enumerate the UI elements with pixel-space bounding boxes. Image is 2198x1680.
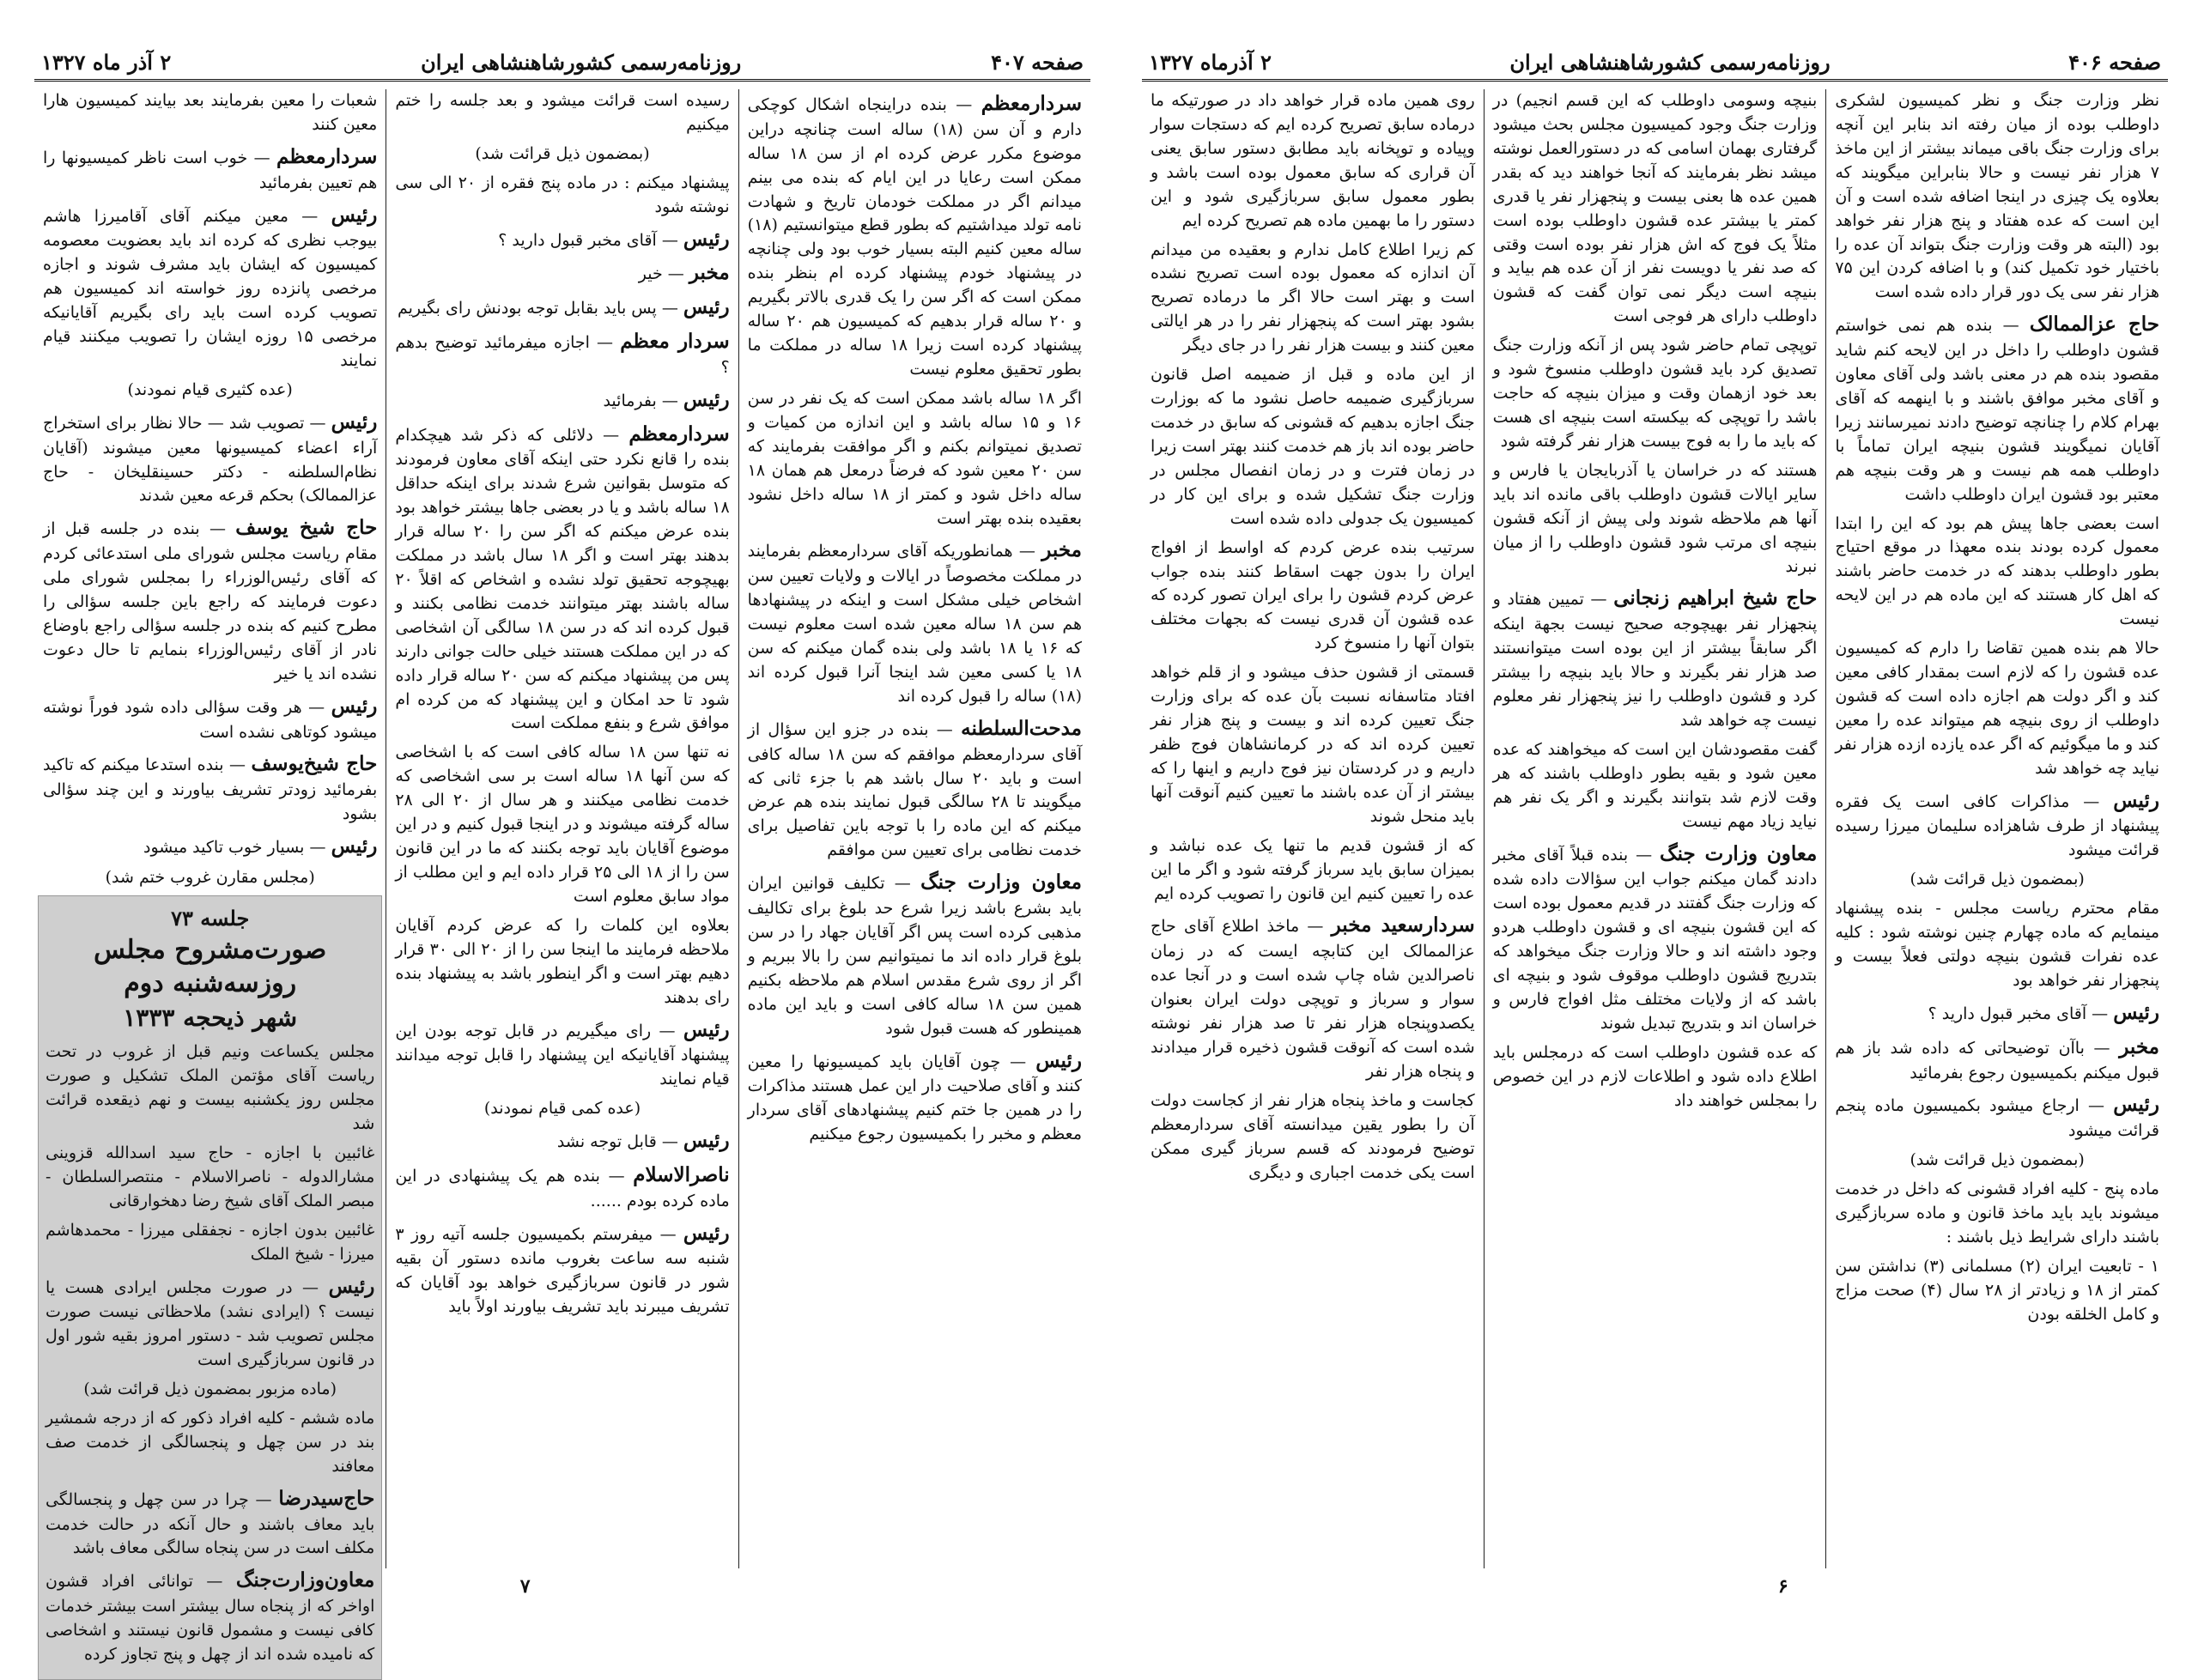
speech-paragraph [1151,239,1475,359]
paragraph-text: — بسیار خوب تاکید میشود [143,838,326,858]
paragraph-text: مجلس یکساعت ونیم قبل از غروب در تحت ریاست آقای مؤتمن الملک تشکیل و صورت مجلس روز یکشنبه بیست و نهم ذیقعده قرائت شد [46,1042,375,1133]
page-number: صفحه ۴۰۷ [991,49,1084,75]
speaker-name: ناصرالاسلام [633,1162,730,1186]
speaker-name: رئیس [331,409,378,434]
speech-paragraph [1493,334,1818,454]
speech-paragraph [395,1126,729,1155]
paragraph-text: — ارجاع میشود بکمیسیون ماده پنجم قرائت میشود [1835,1096,2159,1141]
paragraph-text: ماده ششم - کلیه افراد ذکور که از درجه شمشیر بند در سن چهل و پنجسالگی از خدمت صف معافند [46,1408,375,1476]
parliament-note [46,1378,374,1402]
session-box [38,895,382,1680]
speaker-name: رئیس [683,1017,730,1041]
paragraph-text: روی همین ماده قرار خواهد داد در صورتیکه ما درماده سابق تصریح کرده ایم که دستجات سوار وپیاده و توپخانه باید مطابق دستور سابق یعنی آن قراری که سابق معمول بوده است باشد و بطور معمول سابق سربازگیری شود و این دستور را ما بهمین ماده هم تصریح کرده ایم [1150,91,1475,230]
page-header [1142,45,2168,82]
speaker-name: مدحت‌السلطنه [961,716,1082,740]
paragraph-text: — بنده دراینجاه اشکال کوچکی دارم و آن سن (۱۸) ساله است چنانچه دراین موضوع مکرر عرض کرده ام از سن ۱۸ ساله ممکن است رعایا در این ایام که بنده می بینم میدانم اگر در مملکت خودمان تاریخ و شهادت نامه تولد میداشتیم که بطور قطع میتوانستیم (۱۸) ساله معین کنیم البته بسیار خوب بود ولی چنانچه در پیشنهاد خودم پیشنهاد کرده ام بنظر بنده ممکن است که اگر سن را یک قدری بالاتر بگیریم و ۲۰ ساله قرار بدهیم که کمیسیون هم ۲۰ ساله پیشنهاد کرده است زیرا ۱۸ ساله در مملکت ما بطور تحقیق معلوم نیست [747,95,1082,379]
speaker-name: سردارسعید مخبر [1331,913,1475,937]
speaker-name: سردارمعظم [276,144,378,168]
speech-paragraph [1835,786,2159,864]
speaker-name: رئیس [331,203,378,227]
paragraph-text: کجاست و ماخذ پنجاه هزار نفر از کجاست دولت آن را بطور یقین میدانسته آقای سردارمعظم توضیح فرمودند که قسم سرباز گیری ممکن است یکی خدمت اجباری و دیگری [1150,1090,1475,1182]
speech-paragraph [395,1219,729,1320]
text-column [34,89,386,1665]
page-number: صفحه ۴۰۶ [2068,49,2161,75]
speech-paragraph [1835,897,2159,993]
paragraph-text: (بمضمون ذیل قرائت شد) [475,143,650,163]
parliament-note [1835,1149,2159,1173]
speech-paragraph [1151,834,1475,907]
paragraph-text: — مذاکرات کافی است یک فقره پیشنهاد از طرف شاهزاده سلیمان میرزا رسیده قرائت میشود [1835,791,2159,860]
paragraph-text: نه تنها سن ۱۸ ساله کافی است که با اشخاصی که سن آنها ۱۸ ساله است بر سی اشخاصی که خدمت نظامی میکنند و هر سال از ۲۰ الی ۲۸ ساله گرفته میشوند و در اینجا قبول کنیم و در این موضوع آقایان باید توجه بکنند که ما در این قانون سن را از ۱۸ الی ۲۵ قرار داده ایم و این مطلب از مواد سابق معلوم است [395,743,730,906]
speaker-name: حاج شیخ‌یوسف [251,752,378,776]
speech-paragraph [395,172,729,220]
paragraph-text: اگر ۱۸ ساله باشد ممکن است که یک نفر در سن ۱۶ و ۱۵ ساله باشد و این اندازه من کمیات و تصدیق نمیتوانم بکنم و اگر موافقت بفرمایند که سن ۲۰ معین شود که فرضاً درمعل هم همان ۱۸ ساله داخل شود و کمتر از ۱۸ ساله داخل نشود بعقیده بنده بهتر است [747,388,1082,528]
speech-paragraph [43,201,377,373]
paragraph-text: — میفرستم بکمیسیون جلسه آتیه روز ۳ شنبه سه ساعت بغروب مانده دستور آن بقیه شور در قانون سربازگیری خواهد بود آقایان که تشریف میبرند باید تشریف بیاورند اولاً باید [395,1224,730,1317]
paragraph-text: — بنده هم یک پیشنهادی در این ماده کرده بودم ...... [395,1166,730,1210]
speaker-name: رئیس [331,834,378,858]
paragraph-text: از این ماده و قبل از ضمیمه اصل قانون سربازگیری ضمیمه حاصل نشود ما که بوزارت جنگ اجازه بدهیم که قشونی که سابق در خدمت حاضر بوده اند باز هم خدمت کنند بهتر است زیرا در زمان فترت و در زمان انفصال مجلس در وزارت جنگ تشکیل شده و برای این کار در کمیسیون یک جدولی داده شده است [1150,365,1475,528]
paragraph-text: غائبین بدون اجازه - نجفقلی میرزا - محمدهاشم میرزا - شیخ الملک [46,1220,375,1264]
speech-paragraph [395,89,729,137]
paragraph-text: (مجلس مقارن غروب ختم شد) [105,867,315,887]
paragraph-text: — رای میگیریم در قابل توجه بودن این پیشنهاد آقایانیکه این پیشنهاد را قابل توجه میدانند قیام نمایند [395,1021,730,1089]
paragraph-text: — خوب است ناظر کمیسیونها را هم تعیین بفرمائید [43,148,378,192]
speech-paragraph [1151,661,1475,828]
text-column [739,89,1090,1568]
speech-paragraph [395,1016,729,1093]
speech-paragraph [748,89,1082,382]
speech-paragraph [1835,1033,2159,1086]
speech-paragraph [748,868,1082,1040]
speaker-name: مخبر [1041,538,1082,562]
speaker-name: رئیس [683,1221,730,1245]
speaker-name: معاون وزارت جنگ [920,870,1083,895]
newspaper-title: روزنامه‌رسمی کشورشاهنشاهی ایران [421,49,742,75]
paragraph-text: مقام محترم ریاست مجلس - بنده پیشنهاد مینمایم که ماده چهارم چنین نوشته شود : کلیه عده نفرات قشون بنیچه دولتی فعلاً بیست و پنجهزار نفر خواهد بود [1835,899,2159,991]
paragraph-text: — معین میکنم آقای آقامیرزا هاشم بیوجب نظری که کرده اند باید بعضویت معصومه کمیسیون که ایشان باید مشرف شوند و اجازه مرخصی پانزده روز خواسته اند کمیسیون هم تصویب کرده است باید رای بگیریم آقایانیکه مرخصی ۱۵ روزه ایشان را تصویب میکنند قیام نمایند [43,206,378,370]
newspaper-title: روزنامه‌رسمی کشورشاهنشاهی ایران [1509,49,1831,75]
parliament-note [1835,868,2159,892]
speech-paragraph [1835,310,2159,506]
paragraph-text: — آقای مخبر قبول دارید ؟ [1928,1004,2109,1023]
speech-paragraph [748,1046,1082,1148]
paragraph-text: حالا هم بنده همین تقاضا را دارم که کمیسیون عده قشون را که لازم است بمقدار کافی معین کند و اگر دولت هم اجازه داده است که قشون داوطلب از روی بنیچه هم میتواند عده را معین کند و ما میگوئیم که اگر عده یازده ازده هزار نفر نیاید چه خواهد شد [1835,639,2159,778]
speaker-name: رئیس [328,1274,375,1298]
speech-paragraph [46,1142,374,1214]
paragraph-text: هستند که در خراسان یا آذربایجان یا فارس و سایر ایالات قشون داوطلب باقی مانده اند باید آنها هم ملاحظه شوند ولی پیش از آنکه قشون بنیچه ای مرتب شود قشون داوطلب را از میان نبرند [1492,460,1818,576]
parliament-note [43,379,377,403]
paragraph-text: پیشنهاد میکنم : در ماده پنج فقره از ۲۰ الی سی نوشته شود [395,173,730,216]
newspaper-page-406 [1142,36,2168,1603]
speech-paragraph [46,1272,374,1374]
paragraph-text: — بنده در جزو این سؤال از آقای سردارمعظم موافقم که سن ۱۸ ساله کافی است و باید ۲۰ سال باشد هم با جزء ثانی که میگویند تا ۲۸ سالگی قبول نمایند بنده هم عرض میکنم که این ماده را با توجه باین تفاصیل برای خدمت نظامی برای تعیین سن موافقم [747,719,1082,860]
speaker-name: مخبر [689,261,730,285]
paragraph-text: — تصویب شد — حالا نظار برای استخراج آراء اعضاء کمیسیونها معین میشوند (آقایان نظام‌السلطنه - دکتر حسینقلیخان - حاج عزالممالک) بحکم قرعه معین شدند [43,413,378,506]
paragraph-text: — خیر [638,264,684,284]
speaker-name: رئیس [683,295,730,319]
speech-paragraph [43,832,377,861]
paragraph-text: — قابل توجه نشد [556,1132,678,1152]
speech-paragraph [395,258,729,288]
paragraph-text: — توانائی افراد قشون اواخر که از پنجاه سال بیشتر است بیشتر خدمات کافی نیست و مشمول قانون نیستند و اشخاصی که نامیده شده اند از چهل و پنج تجاوز کرده [46,1572,375,1665]
speech-paragraph [395,420,729,737]
speaker-name: رئیس [2113,1093,2159,1117]
speaker-name: مخبر [2119,1034,2159,1058]
paragraph-text: — بنده در جلسه قبل از مقام ریاست مجلس شورای ملی استدعائی کردم که آقای رئیس‌الوزراء را بمجلس شورای ملی دعوت فرمایند که راجع باین جلسه سؤالی را مطرح کنیم که بنده در جلسه سؤالی راجع باوضاع نادر از آقای رئیس‌الوزراء بنمایم تا حال دعوت نشده اند یا خیر [43,519,378,683]
speaker-name: معاون‌وزارت‌جنگ [235,1568,375,1592]
column-container [1142,89,2168,1568]
speech-paragraph [43,89,377,137]
paragraph-text: که عده قشون داوطلب است که درمجلس باید اطلاع داده شود و اطلاعات لازم در این خصوص را بمجلس خواهند داد [1492,1042,1818,1110]
paragraph-text: — دلائلی که ذکر شد هیچکدام بنده را قانع نکرد حتی اینکه آقای معاون فرمودند که متوسل بقوانین شرع شدند برای اینکه حداقل ۱۸ ساله باشد و یا در بعضی جاها بیشتر خواهد بود بنده عرض میکنم که اگر سن را ۲۰ ساله قرار بدهند بهتر است و اگر ۱۸ سال باشد در مملکت بهیچوجه تحقیق تولد نشده و اشخاص که اقلاً ۲۰ ساله باشند بهتر میتوانند خدمت نظامی بکنند و قبول کرده اند که در سن ۱۸ سالگی آن اشخاصی که در این مملکت هستند خیلی حالت جوانی دارند پس من پیشنهاد میکنم که سن ۲۰ ساله قرار داده شود تا حد امکان و این پیشنهاد که من کرده ام موافق شرع و بنفع مملکت است [395,425,730,733]
speech-paragraph [46,1407,374,1479]
speech-paragraph [46,1566,374,1667]
speech-paragraph [1151,537,1475,657]
paragraph-text: — در صورت مجلس ایرادی هست یا نیست ؟ (ایرادی نشد) ملاحظاتی نیست صورت مجلس تصویب شد - دستور امروز بقیه شور اول در قانون سربازگیری است [46,1277,375,1370]
paragraph-text: بعلاوه این کلمات را که عرض کردم آقایان ملاحظه فرمایند ما اینجا سن را از ۲۰ الی ۳۰ قرار دهیم بهتر است و اگر اینطور باشد به پیشنهاد بنده رای بدهند [395,915,730,1007]
newspaper-page-407 [34,36,1090,1665]
text-column [1485,89,1827,1568]
speech-paragraph [395,1161,729,1214]
speaker-name: رئیس [1035,1048,1082,1072]
speaker-name: رئیس [683,227,730,251]
parliament-note [43,866,377,890]
speaker-name: رئیس [331,694,378,718]
paragraph-text: گفت مقصودشان این است که میخواهند که عده معین شود و بقیه بطور داوطلب باشند که هر وقت لازم شد بتوانند بگیرند و اگر یک نفر هم نیاید زیاد مهم نیست [1492,739,1818,831]
paragraph-text: — آقای مخبر قبول دارید ؟ [498,230,678,250]
speech-paragraph [1493,1041,1818,1113]
issue-date: ۲ آذر ماه ۱۳۲۷ [41,49,172,75]
speech-paragraph [1151,89,1475,234]
speech-paragraph [1835,89,2159,305]
paragraph-text: نظر وزارت جنگ و نظر کمیسیون لشکری داوطلب بوده از میان رفته اند بنابر این آنچه برای وزارت جنگ باقی میماند بیشتر از این ماخذ ۷ هزار نفر نیست و حالا بنابراین میگویند که بعلاوه یک چیزی در اینجا اضافه شده است و آن این است که عده هفتاد و پنج هزار نفر خواهد بود (البته هر وقت وزارت جنگ بتواند آن عده را باختیار خود تکمیل کند) و با اضافه کردن این ۷۵ هزار نفر سی یک دور قرار داده شده است [1835,91,2159,302]
paragraph-text: کم زیرا اطلاع کامل ندارم و بعقیده من میدانم آن اندازه که معمول بوده است تصریح نشده است و بهتر است حالا اگر ما درماده تصریح بشود بهتر است که پنجهزار نفر را در هر ایالتی معین کنند و بیست هزار نفر را در جای دیگر [1150,240,1475,355]
speaker-name: حاج عزالممالک [2029,312,2159,337]
paragraph-text: رسیده است قرائت میشود و بعد جلسه را ختم میکنیم [395,91,730,134]
paragraph-text: — باآن توضیحاتی که داده شد باز هم قبول میکنم بکمیسیون رجوع بفرمائید [1835,1038,2159,1083]
speech-paragraph [46,1040,374,1137]
paragraph-text: (بمضمون ذیل قرائت شد) [1910,870,2085,889]
paragraph-text: سرتیب بنده عرض کردم که اواسط از افواج ایران را بدون جهت اسقاط کنند بنده جواب عرض کردم قشون را برای ایران تصور کرده که عده قشون آن قدری نیست که بجهات مختلف بتوان آنها را منسوخ کرد [1150,537,1475,653]
speech-paragraph [1835,998,2159,1028]
speaker-name: معاون وزارت جنگ [1660,841,1818,865]
paragraph-text: ماده پنج - کلیه افراد قشونی که داخل در خدمت میشوند باید باید ماخذ قانون و ماده سربازگیری باشند دارای شرایط ذیل باشند : [1835,1180,2159,1246]
speaker-name: رئیس [2113,1000,2159,1024]
speech-paragraph [1835,512,2159,633]
text-column [386,89,738,1568]
speaker-name: حاج‌سیدرضا [278,1486,375,1510]
speech-paragraph [748,714,1082,863]
speech-paragraph [1493,89,1818,329]
parliament-note [395,143,729,167]
paragraph-text: ۱ - تابعیت ایران (۲) مسلمانی (۳) نداشتن سن کمتر از ۱۸ و زیادتر از ۲۸ سال (۴) صحت مزاج و کامل الخلقه بودن [1835,1256,2159,1324]
paragraph-text: که از قشون قدیم ما تنها یک عده نباشد و بمیزان سابق باید سرباز گرفته شود و اگر ما این عده را تعیین کنیم این قانون را تصویب کرده ایم [1150,835,1475,903]
speech-paragraph [748,387,1082,531]
speech-paragraph [1493,738,1818,834]
paragraph-text: — اجازه میفرمائید توضیح بدهم ؟ [395,333,730,377]
speech-paragraph [1151,911,1475,1083]
paragraph-text: — چون آقایان باید کمیسیونها را معین کنند و آقای صلاحیت دار این عمل هستند مذاکرات را در همین جا ختم کنیم پیشنهادهای آقای سردار معظم و مخبر را بکمیسیون رجوع میکنیم [747,1052,1082,1144]
speech-paragraph [1835,637,2159,781]
text-column [1142,89,1485,1568]
paragraph-text: (عده کثیری قیام نمودند) [127,379,293,399]
paragraph-text: — بفرمائید [603,391,678,410]
session-date: شهر ذیحجه ۱۳۳۳ [123,1004,298,1033]
parliament-note [395,1097,729,1121]
speaker-name: سردار معظم [620,330,730,353]
paragraph-text: — چرا در سن چهل و پنجسالگی باید معاف باشند و حال آنکه در حالت خدمت مکلف است در سن پنجاه سالگی معاف باشد [46,1489,375,1558]
speech-paragraph [43,749,377,827]
paragraph-text: (ماده مزبور بمضمون ذیل قرائت شد) [83,1380,337,1399]
paragraph-text: بنیچه وسومی داوطلب که این قسم انجیم) در وزارت جنگ وجود کمیسیون مجلس بحث میشود گرفتاری بهمان اسامی که در دستورالعمل نوشته میشد نظر بفرمایند که آنجا خواهند دید که بقدر همین عده ها بعنی بیست و پنجهزار نفر یا قدری کمتر یا بیشتر عده قشون داوطلب بوده است مثلاً یک فوج که اش هزار نفر بوده است وقتی که صد نفر یا دویست نفر از آن عده هم بیاید و بنیچه است دیگر نمی توان گفت که قشون داوطلب دارای هر فوجی است [1492,91,1818,326]
paragraph-text: — همانطوریکه آقای سردارمعظم بفرمایند در مملکت مخصوصاً در ایالات و ولایات تعیین سن اشخاص خیلی مشکل است و اینکه در پیشنهادها هم سن ۱۸ ساله معین شده است معلوم نیست که ۱۶ یا ۱۸ باشد ولی بنده گمان میکنم که سن ۱۸ یا کسی معین شد اینجا آنرا قبول کرده اند (۱۸) ساله را قبول کرده اند [747,542,1083,706]
speech-paragraph [43,408,377,509]
session-number: جلسه ۷۳ [171,905,250,931]
speaker-name: رئیس [2113,788,2160,812]
speaker-name: حاج شیخ ابراهیم زنجانی [1613,586,1818,610]
paragraph-text: (بمضمون ذیل قرائت شد) [1910,1150,2085,1170]
issue-date: ۲ آذرماه ۱۳۲۷ [1149,49,1272,75]
session-title: صورت‌مشروح مجلس روزسه‌شنبه دوم [94,935,327,999]
paragraph-text: قسمتی از قشون حذف میشود و از قلم خواهد افتاد متاسفانه نسبت بآن عده که برای وزارت جنگ تعیین کرده اند و بیست و پنج هزار نفر تعیین کرده اند که در کرمانشاهان فوج ظفر داریم و در کردستان نیز فوج داریم و اینها را که بیشتر از آن عده باشند ما تعیین کنیم آنوقت آنها باید منحل شوند [1150,663,1475,826]
speech-paragraph [395,327,729,380]
speaker-name: سردارمعظم [981,92,1082,115]
paragraph-text: — هر وقت سؤالی داده شود فوراً نوشته میشود کوتاهی نشده است [43,697,378,742]
speech-paragraph [395,385,729,415]
paragraph-text: توپچی تمام حاضر شود پس از آنکه وزارت جنگ تصدیق کرد باید قشون داوطلب منسوخ شود و بعد خود ازهمان وقت و میزان بنیچه که حاجت باشد را توپچی که بیکسته است بنیچه ای هست که باید ما را به فوج بیست هزار نفر گرفته شود [1492,336,1818,451]
speech-paragraph [395,225,729,254]
speech-paragraph [1835,1255,2159,1327]
text-column [1826,89,2168,1568]
paragraph-text: — بنده استدعا میکنم که تاکید بفرمائید زودتر تشریف بیاورند و این چند سؤالی بشود [43,755,378,824]
speech-paragraph [46,1219,374,1267]
paragraph-text: غائبین با اجازه - حاج سید اسدالله قزوینی مشارالدوله - ناصرالاسلام - منتصرالسلطان - مبصر الملک آقای شیخ رضا دهخوارقانی [46,1143,375,1210]
paragraph-text: شعبات را معین بفرمایند بعد بیایند کمیسیون هارا معین کنند [43,91,378,134]
speaker-name: رئیس [683,387,730,411]
speech-paragraph [1493,840,1818,1036]
speech-paragraph [395,741,729,908]
speech-paragraph [1151,1089,1475,1186]
paragraph-text: — پس باید بقابل توجه بودنش رای بگیریم [397,299,678,318]
speaker-name: سردارمعظم [628,422,730,446]
speech-paragraph [46,1484,374,1562]
paragraph-text: — تکلیف قوانین ایران باید بشرع باشد زیرا شرع حد بلوغ برای تکالیف مذهبی کرده است پس اگر آقایان جهاد را در سن بلوغ قرار داده اند ما نمیتوانیم سن را بالا ببریم و اگر از روی شرع مقدس اسلام هم ملاحظه بکنیم همین سن ۱۸ ساله کافی است و باید این ماده همینطور که هست قبول شود [747,874,1082,1038]
speech-paragraph [1835,1178,2159,1250]
page-footer-number: ۶ [1777,1575,1788,1598]
speech-paragraph [43,692,377,745]
paragraph-text: (عده کمی قیام نمودند) [483,1099,641,1119]
speech-paragraph [748,536,1082,708]
speech-paragraph [43,143,377,196]
page-header [34,45,1090,82]
paragraph-text: — تمیین هفتاد و پنجهزار نفر بهیچوجه صحیح نیست بجهة اینکه اگر سابقاً بیشتر از این بوده است میتوانستند صد هزار نفر بگیرند و حالا باید بنیچه را بیشتر کرد و قشون داوطلب را نیز پنجهزار نفر معلوم نیست چه خواهد شد [1492,590,1818,730]
paragraph-text: است بعضی جاها پیش هم بود که این را ابتدا معمول کرده بودند بنده معهذا در موقع احتیاج بطور داوطلب بدهند که در خدمت حاضر باشند که اهل کار هستند که این ماده هم در این لایحه نیست [1835,513,2159,629]
speech-paragraph [1493,584,1818,732]
speech-paragraph [395,293,729,322]
speaker-name: رئیس [683,1129,730,1153]
speech-paragraph [1151,363,1475,531]
speech-paragraph [395,914,729,1010]
column-container [34,89,1090,1665]
speech-paragraph [1493,459,1818,579]
speaker-name: حاج شیخ یوسف [235,516,378,540]
paragraph-text: — بنده قبلاً آقای مخبر دادند گمان میکنم جواب این سؤالات داده شده که وزارت جنگ گفتند در قدیم معمول بوده است که این قشون بنیچه ای و قشون داوطلب هردو وجود داشته اند و حالا وزارت جنگ میخواهد که بتدریج قشون داوطلب موقوف شود و بنیچه ای باشد که از ولایات مختلف مثل افواج فارس و خراسان اند و بتدریج تبدیل شوند [1492,845,1818,1033]
paragraph-text: — ماخذ اطلاع آقای حاج عزالممالک این کتابچه ایست که در زمان ناصرالدین شاه چاپ شده است و در آنجا عده سوار و سرباز و توپچی دولت ایران بعنوان یکصدوپنجاه هزار نفر تا صد هزار نفر نوشته شده است که آنوقت قشون ذخیره قرار میدادند و پنجاه هزار نفر [1150,917,1475,1081]
speech-paragraph [43,513,377,686]
speech-paragraph [1835,1090,2159,1143]
page-footer-number: ۷ [519,1575,531,1598]
paragraph-text: — بنده هم نمی خواستم قشون داوطلب را داخل در این لایحه کنم شاید مقصود بنده هم در معنی باشد ولی آقای معاون و آقای مخبر موافق باشند و با اینهمه که آقای بهرام کلام را چنانچه توضیح دادند نمیرسانند زیرا آقایان نمیگویند قشون بنیچه ایران تماماً با داوطلب همه هم نیست و هر وقت بنیچه هم معتبر بود قشون ایران داوطلب داشت [1835,316,2159,504]
